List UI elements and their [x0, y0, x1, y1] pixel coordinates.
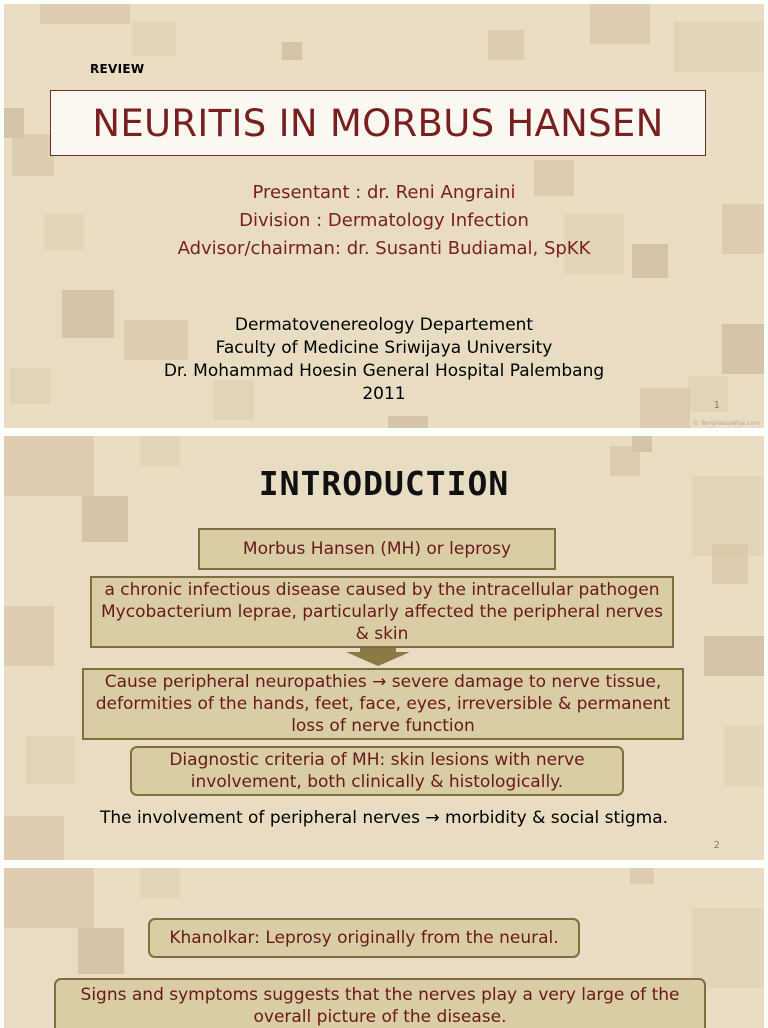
slide-3	[4, 868, 764, 1028]
presenter-line: Presentant : dr. Reni Angraini	[252, 182, 516, 203]
slide-title: INTRODUCTION	[258, 464, 510, 503]
division-line: Division : Dermatology Infection	[239, 210, 529, 231]
slide-2	[4, 436, 764, 860]
hospital-line: Dr. Mohammad Hoesin General Hospital Palembang	[163, 361, 605, 381]
review-label: REVIEW	[90, 62, 145, 76]
year-line: 2011	[362, 384, 406, 404]
template-credit: © TemplatesWise.com	[692, 420, 760, 427]
advisor-line: Advisor/chairman: dr. Susanti Budiamal, SpKK	[177, 238, 591, 259]
faculty-line: Faculty of Medicine Sriwijaya University	[215, 338, 553, 358]
signs-symptoms-box: Signs and symptoms suggests that the nerves play a very large of the overall picture of the disease.	[54, 978, 706, 1028]
down-arrow-icon	[346, 652, 410, 666]
diagnostic-criteria-box: Diagnostic criteria of MH: skin lesions with nerve involvement, both clinically & histologically.	[130, 746, 624, 796]
mh-definition-box: Morbus Hansen (MH) or leprosy	[198, 528, 556, 570]
page-number: 1	[713, 400, 720, 411]
chronic-disease-box: a chronic infectious disease caused by the intracellular pathogen Mycobacterium leprae, particularly affected the peripheral nerves & skin	[90, 576, 674, 648]
neuropathy-box: Cause peripheral neuropathies → severe damage to nerve tissue, deformities of the hands, feet, face, eyes, irreversible & permanent loss of nerve function	[82, 668, 684, 740]
slide-1	[4, 4, 764, 428]
department-line: Dermatovenereology Departement	[234, 315, 534, 335]
khanolkar-box: Khanolkar: Leprosy originally from the neural.	[148, 918, 580, 958]
peripheral-nerves-statement: The involvement of peripheral nerves → morbidity & social stigma.	[99, 808, 669, 828]
slide-title: NEURITIS IN MORBUS HANSEN	[50, 90, 706, 156]
page-number: 2	[713, 840, 720, 851]
